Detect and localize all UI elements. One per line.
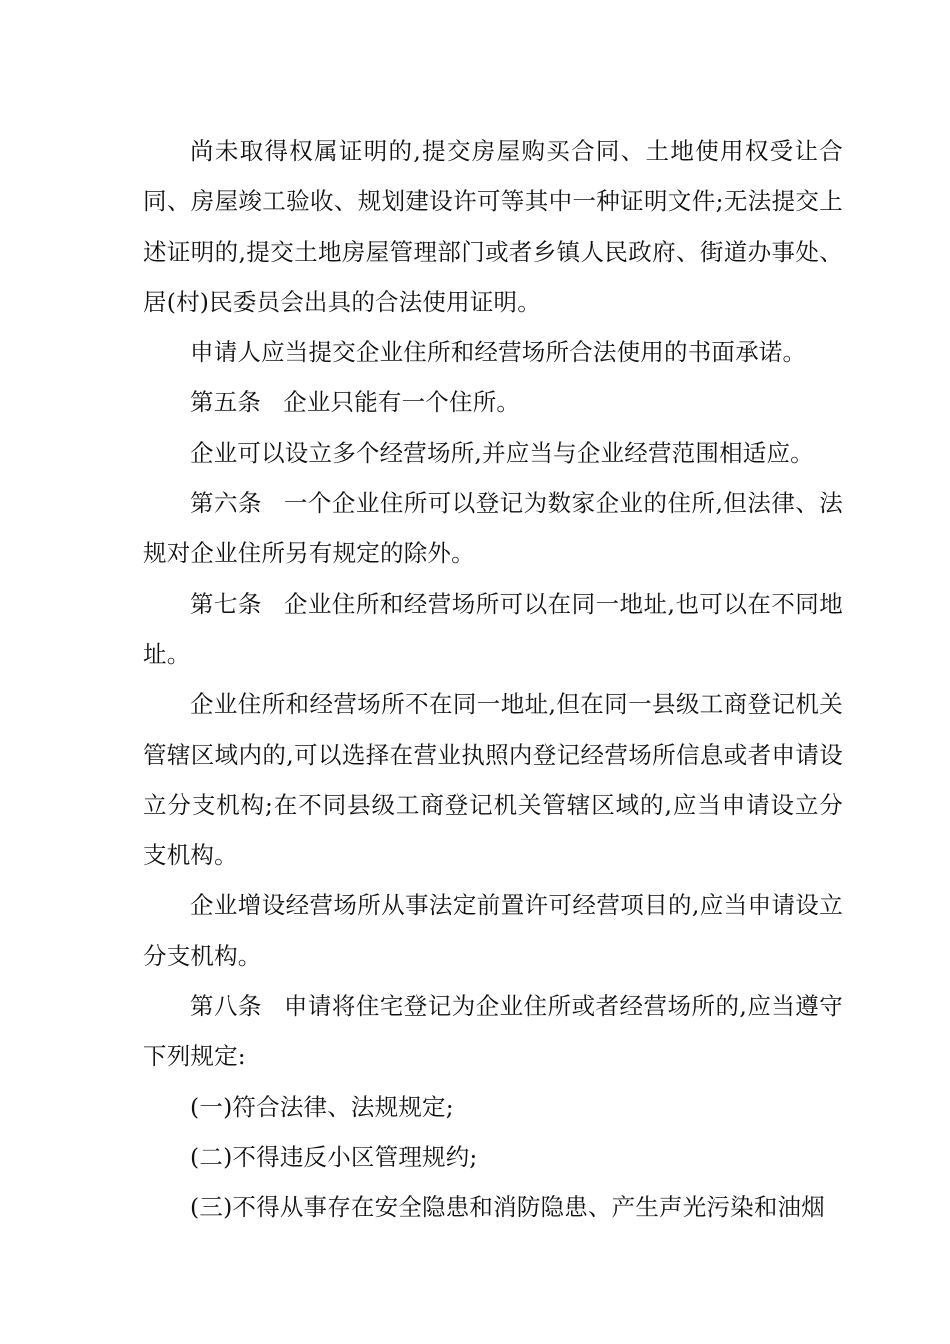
article-paragraph <box>143 579 843 680</box>
paragraph-text: 企业只能有一个住所。 <box>283 388 521 417</box>
paragraph-text: 尚未取得权属证明的,提交房屋购买合同、土地使用权受让合同、房屋竣工验收、规划建设许可等其中一种证明文件;无法提交上述证明的,提交土地房屋管理部门或者乡镇人民政府、街道办事处、居(村)民委员会出具的合法使用证明。 <box>143 137 843 316</box>
article-paragraph <box>143 981 843 1082</box>
paragraph-text: 申请将住宅登记为企业住所或者经营场所的,应当遵守下列规定: <box>143 992 843 1071</box>
paragraph-text: 申请人应当提交企业住所和经营场所合法使用的书面承诺。 <box>190 338 807 367</box>
paragraph-text: (二)不得违反小区管理规约; <box>190 1142 478 1171</box>
list-item <box>143 1082 843 1132</box>
article-number: 第七条 <box>190 589 262 618</box>
paragraph-text: 企业增设经营场所从事法定前置许可经营项目的,应当申请设立分支机构。 <box>143 891 843 970</box>
article-number: 第六条 <box>190 489 262 518</box>
paragraph-text: (三)不得从事存在安全隐患和消防隐患、产生声光污染和油烟 <box>190 1193 825 1222</box>
list-item <box>143 1132 843 1182</box>
paragraph-text: 企业住所和经营场所可以在同一地址,也可以在不同地址。 <box>143 589 843 668</box>
paragraph-text: (一)符合法律、法规规定; <box>190 1092 454 1121</box>
paragraph <box>143 126 843 327</box>
article-paragraph <box>143 478 843 579</box>
paragraph <box>143 679 843 880</box>
document-body <box>143 126 843 1233</box>
paragraph-text: 一个企业住所可以登记为数家企业的住所,但法律、法规对企业住所另有规定的除外。 <box>143 489 843 568</box>
article-number: 第八条 <box>190 992 262 1021</box>
article-paragraph <box>143 377 843 427</box>
paragraph-text: 企业住所和经营场所不在同一地址,但在同一县级工商登记机关管辖区域内的,可以选择在营业执照内登记经营场所信息或者申请设立分支机构;在不同县级工商登记机关管辖区域的,应当申请设立分支机构。 <box>143 690 843 870</box>
paragraph <box>143 428 843 478</box>
paragraph <box>143 880 843 981</box>
paragraph <box>143 327 843 377</box>
paragraph-text: 企业可以设立多个经营场所,并应当与企业经营范围相适应。 <box>190 438 814 467</box>
article-number: 第五条 <box>190 388 262 417</box>
list-item <box>143 1182 843 1232</box>
